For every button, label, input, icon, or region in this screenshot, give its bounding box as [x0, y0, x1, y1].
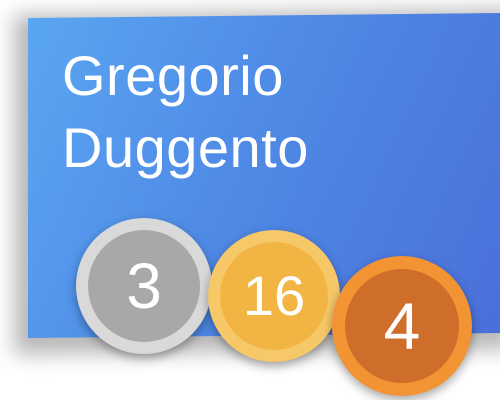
- first-name: Gregorio: [62, 44, 284, 107]
- bronze-medal-count: 4: [345, 269, 459, 383]
- silver-medal-count: 3: [88, 230, 200, 342]
- last-name: Duggento: [62, 116, 309, 179]
- bronze-medal: [332, 256, 472, 396]
- gold-medal-count: 16: [220, 242, 328, 350]
- gold-medal: [208, 230, 340, 362]
- silver-medal: [76, 218, 212, 354]
